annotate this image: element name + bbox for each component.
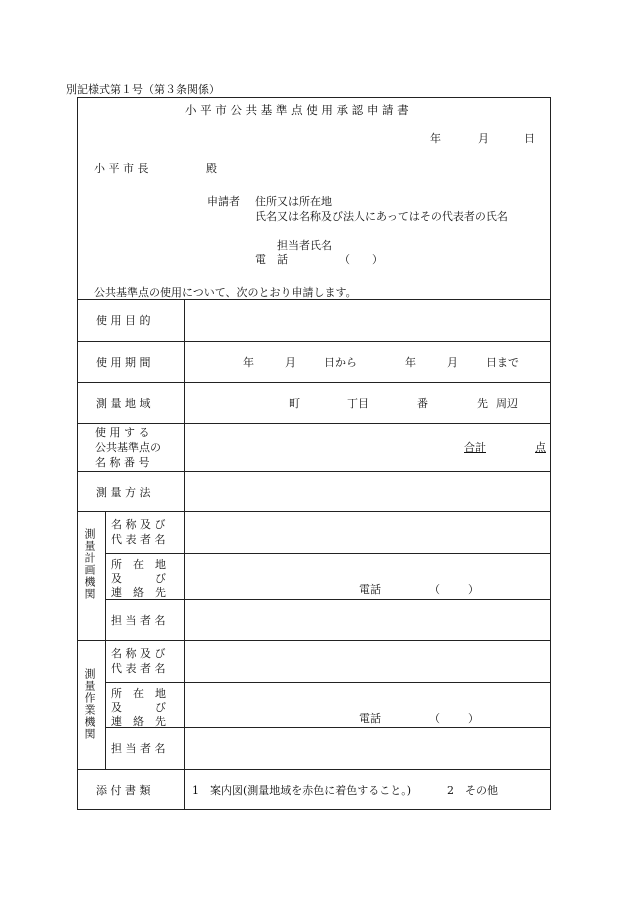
method-label: 測 量 方 法 bbox=[96, 486, 151, 499]
area-chome: 丁目 bbox=[347, 397, 369, 410]
divider bbox=[105, 682, 550, 683]
area-ban: 番 bbox=[417, 397, 428, 410]
addressee-honorific: 殿 bbox=[206, 162, 217, 175]
application-form bbox=[77, 97, 551, 810]
column-divider bbox=[184, 299, 185, 810]
applicant-name: 氏名又は名称及び法人にあってはその代表者の氏名 bbox=[255, 210, 508, 223]
addressee-name: 小 平 市 長 bbox=[94, 162, 149, 175]
attachments-label: 添 付 書 類 bbox=[96, 784, 151, 797]
divider bbox=[78, 640, 550, 641]
planning-phone-paren-open: （ bbox=[429, 583, 440, 596]
divider bbox=[105, 727, 550, 728]
applicant-label: 申請者 bbox=[207, 195, 240, 208]
planning-name-rep-line1: 名 称 及 び bbox=[111, 518, 166, 531]
divider bbox=[78, 423, 550, 424]
points-label-line1: 使 用 す る bbox=[95, 426, 150, 439]
divider bbox=[78, 299, 550, 300]
date-year: 年 bbox=[430, 132, 441, 145]
intro-text: 公共基準点の使用について、次のとおり申請します。 bbox=[94, 286, 357, 299]
working-location-line3: 連 絡 先 bbox=[111, 715, 166, 728]
attachment-item-1: 1 案内図(測量地域を赤色に着色すること。) bbox=[192, 784, 412, 797]
divider bbox=[78, 769, 550, 770]
planning-location-line3: 連 絡 先 bbox=[111, 586, 166, 599]
planning-location-line2: 及 び bbox=[111, 572, 166, 585]
period-month-from: 月 bbox=[285, 356, 296, 369]
planning-org-group-label: 測量計画機関 bbox=[83, 528, 96, 600]
divider bbox=[78, 511, 550, 512]
contact-person-label: 担当者氏名 bbox=[277, 239, 332, 252]
period-year-to: 年 bbox=[405, 356, 416, 369]
working-phone-paren-open: （ bbox=[429, 712, 440, 725]
applicant-phone-label: 電 話 bbox=[255, 253, 288, 266]
planning-phone-paren-close: ） bbox=[468, 583, 479, 596]
points-total-label: 合計 bbox=[464, 441, 486, 454]
area-town: 町 bbox=[289, 397, 300, 410]
working-name-rep-line2: 代 表 者 名 bbox=[111, 662, 166, 675]
area-label: 測 量 地 域 bbox=[96, 397, 151, 410]
date-day: 日 bbox=[524, 132, 535, 145]
working-phone-label: 電話 bbox=[359, 712, 381, 725]
planning-name-rep-line2: 代 表 者 名 bbox=[111, 533, 166, 546]
planning-location-line1: 所 在 地 bbox=[111, 558, 166, 571]
points-label-line3: 名 称 番 号 bbox=[95, 456, 150, 469]
working-org-group-label: 測量作業機関 bbox=[83, 668, 96, 740]
area-around: 周辺 bbox=[496, 397, 518, 410]
working-person-label: 担 当 者 名 bbox=[111, 742, 166, 755]
working-location-line1: 所 在 地 bbox=[111, 687, 166, 700]
planning-phone-label: 電話 bbox=[359, 583, 381, 596]
date-month: 月 bbox=[478, 132, 489, 145]
group-divider bbox=[105, 511, 106, 769]
period-day-from: 日から bbox=[324, 356, 357, 369]
form-id: 別記様式第１号（第３条関係） bbox=[66, 83, 220, 96]
area-saki: 先 bbox=[477, 397, 488, 410]
divider bbox=[78, 471, 550, 472]
applicant-phone-paren-open: （ bbox=[339, 253, 350, 266]
period-day-to: 日まで bbox=[486, 356, 519, 369]
working-name-rep-line1: 名 称 及 び bbox=[111, 647, 166, 660]
applicant-address: 住所又は所在地 bbox=[255, 195, 332, 208]
period-year-from: 年 bbox=[243, 356, 254, 369]
points-unit: 点 bbox=[535, 441, 546, 454]
attachment-item-2: 2 その他 bbox=[447, 784, 498, 797]
period-month-to: 月 bbox=[447, 356, 458, 369]
period-label: 使 用 期 間 bbox=[96, 356, 151, 369]
purpose-label: 使 用 目 的 bbox=[96, 314, 151, 327]
divider bbox=[78, 341, 550, 342]
working-location-line2: 及 び bbox=[111, 701, 166, 714]
points-label-line2: 公共基準点の bbox=[95, 441, 161, 454]
working-phone-paren-close: ） bbox=[468, 712, 479, 725]
divider bbox=[105, 553, 550, 554]
divider bbox=[78, 382, 550, 383]
planning-person-label: 担 当 者 名 bbox=[111, 614, 166, 627]
applicant-phone-paren-close: ） bbox=[372, 253, 383, 266]
divider bbox=[105, 599, 550, 600]
form-title: 小 平 市 公 共 基 準 点 使 用 承 認 申 請 書 bbox=[185, 103, 409, 117]
